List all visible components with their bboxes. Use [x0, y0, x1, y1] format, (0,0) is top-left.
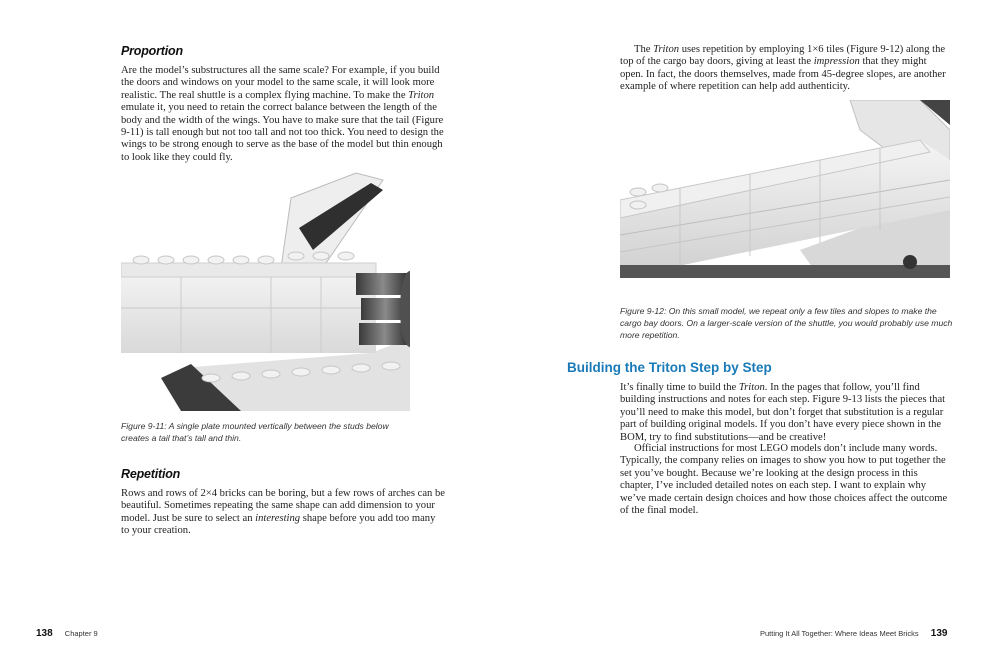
repetition-text-b: shape before you add too many to your creation. — [121, 512, 436, 537]
repetition-heading: Repetition — [121, 467, 181, 481]
intro-text-c: that they might open. In fact, the doors themselves, made from 45-degree slopes, are another example of where repetition can help add authenticity. — [620, 56, 946, 93]
intro-text-em2: impression — [813, 56, 860, 68]
building-text-em: Triton — [738, 382, 765, 393]
left-chapter-label: Chapter 9 — [64, 629, 98, 638]
right-footer — [760, 628, 947, 639]
figure-9-12-caption: Figure 9-12: On this small model, we repeat only a few tiles and slopes to make the cargo bay doors. On a larger-scale version of the shuttle, you would probably use much more repetition. — [620, 306, 953, 340]
building-triton-heading: Building the Triton Step by Step — [567, 360, 772, 375]
triton-repetition-paragraph — [620, 44, 950, 94]
proportion-text-b: emulate it, you need to retain the correct balance between the length of the body and the width of the wings. You have to make sure that the tail (Figure 9-11) is tall enough but not too tall and not too thick. You need to design the wings to be strong enough to serve as the base of the model but thin enough to look like they could fly. — [121, 102, 444, 163]
left-page-number: 138 — [36, 628, 53, 639]
proportion-text-em: Triton — [408, 89, 435, 101]
repetition-text-em: interesting — [255, 512, 301, 524]
figure-9-11-caption: Figure 9-11: A single plate mounted vertically between the studs below creates a tail that’s tall and thin. — [121, 421, 389, 443]
intro-text-em1: Triton — [653, 44, 680, 55]
building-paragraph-1 — [620, 382, 950, 444]
proportion-heading: Proportion — [121, 44, 183, 58]
building-text-a: It’s finally time to build the — [620, 382, 739, 393]
intro-text-b: uses repetition by employing 1×6 tiles (Figure 9-12) along the top of the cargo bay doors, giving at least the — [620, 44, 946, 68]
shuttle-tail-illustration — [121, 168, 410, 411]
building-text-b: . In the pages that follow, you’ll find building instructions and notes for each step. Figure 9-13 lists the pieces that you’ll need to make this model, but don’t forget that substitution is a regular part of building original models. If you don’t have every piece shown in the BOM, try to find substitutions—and be creative! — [620, 382, 946, 443]
right-page-number: 139 — [930, 628, 948, 639]
repetition-paragraph — [121, 488, 446, 538]
repetition-text-a: Rows and rows of 2×4 bricks can be boring, but a few rows of arches can be beautiful. Sometimes repeating the same shape can add dimension to your model. Just be sure to select an — [121, 488, 445, 524]
intro-text-a: The — [634, 44, 654, 55]
building-paragraph-2: Official instructions for most LEGO models don’t include many words. Typically, the company relies on images to show you how to put together the set you’ve bought. Because we’re looking at the design process in this chapter, I’ve included detailed notes on each step. I want to explain why we’ve made certain design choices and how those choices affect the outcome of the final model. — [620, 443, 948, 517]
left-footer — [36, 628, 98, 639]
proportion-text-a: Are the model’s substructures all the same scale? For example, if you build the doors and windows on your model to the same scale, it will look more realistic. The real shuttle is a complex flying machine. To make the — [121, 65, 440, 101]
proportion-paragraph — [121, 65, 446, 164]
running-title: Putting It All Together: Where Ideas Meet Bricks — [760, 629, 919, 638]
figure-9-11-image — [121, 168, 410, 411]
cargo-bay-illustration — [620, 100, 950, 278]
figure-9-12-image — [620, 100, 950, 278]
